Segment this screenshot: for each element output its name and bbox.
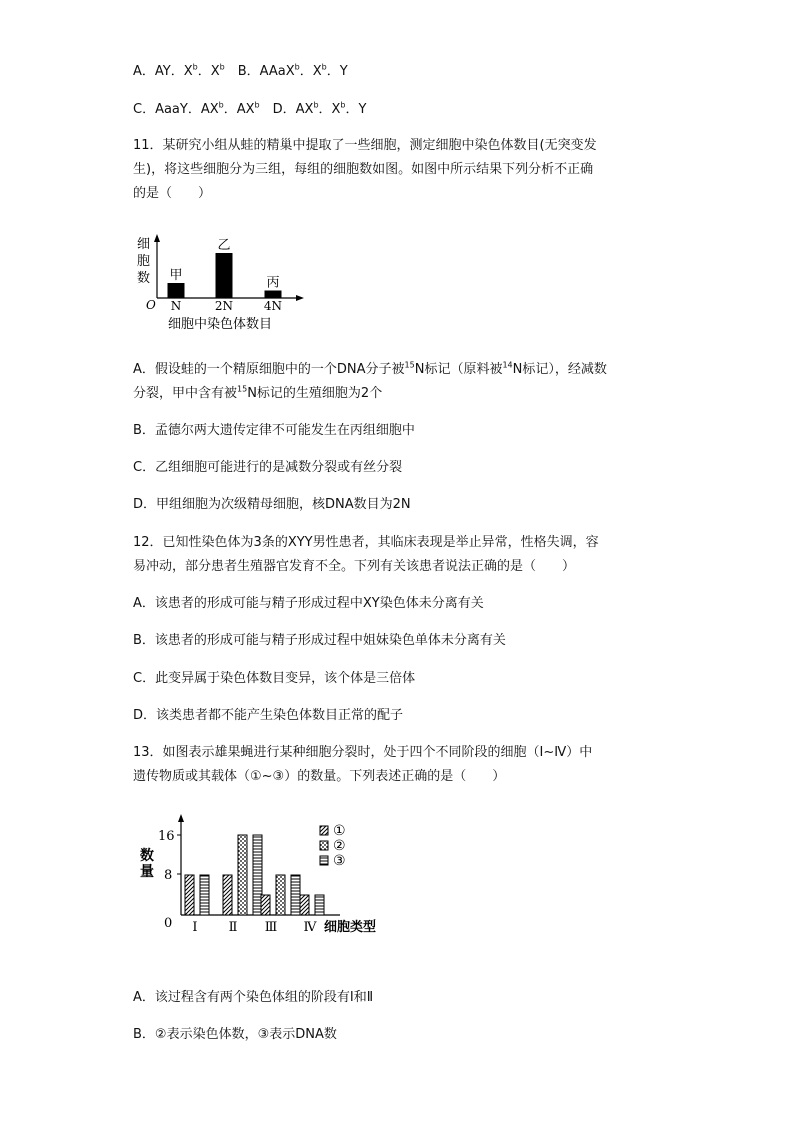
q13-legend-swatch-1 <box>320 841 328 850</box>
q11-optB: B．孟德尔两大遗传定律不可能发生在丙组细胞中 <box>133 423 415 438</box>
q11-origin: O <box>146 298 156 312</box>
q13-ytick-16: 16 <box>158 829 175 844</box>
q11-bar-label-0: 甲 <box>169 268 183 283</box>
q13-bar-2-1 <box>276 875 285 915</box>
q13-stem-line1: 13．如图表示雄果蝇进行某种细胞分裂时，处于四个不同阶段的细胞（Ⅰ~Ⅳ）中 <box>133 745 593 760</box>
q13-cat-0: Ⅰ <box>192 920 198 935</box>
q13-bar-1-1 <box>238 835 247 915</box>
q11-stem-line3: 的是（ ） <box>133 186 212 201</box>
q13-bar-0-2 <box>200 875 209 915</box>
q13-bar-2-0 <box>261 895 270 915</box>
q13-xlabel: 细胞类型 <box>324 920 377 935</box>
prev-options-line2: C．AaaY．$AX^b$．$AX^b$ D．$AX^b$．$X^b$．Y <box>133 100 367 117</box>
q13-optB: B．②表示染色体数，③表示DNA数 <box>133 1027 337 1042</box>
q11-cat-2: 4N <box>263 299 283 313</box>
q13-cat-1: Ⅱ <box>228 920 238 935</box>
q13-legend-label-0: ① <box>333 823 346 839</box>
q11-bar-label-1: 乙 <box>217 238 231 253</box>
q11-xlabel: 细胞中染色体数目 <box>168 317 273 332</box>
q11-ylabel-1: 细 <box>137 237 151 252</box>
q12-stem-line2: 易冲动，部分患者生殖器官发育不全。下列有关该患者说法正确的是（ ） <box>133 559 576 574</box>
q11-optA-line1: A．假设蛙的一个精原细胞中的一个DNA分子被$^{15}$N标记（原料被$^{14}$N标记），经减数 <box>133 360 607 377</box>
q11-cat-1: 2N <box>214 299 234 313</box>
q12-optD: D．该类患者都不能产生染色体数目正常的配子 <box>133 708 404 723</box>
q13-bar-3-0 <box>300 895 309 915</box>
q13-cat-3: Ⅳ <box>303 920 317 935</box>
q11-ylabel-3: 数 <box>137 271 151 286</box>
q13-bar-1-0 <box>223 875 232 915</box>
q13-legend-label-1: ② <box>333 838 346 854</box>
q13-legend-label-2: ③ <box>333 853 346 869</box>
q11-bar-1 <box>216 253 233 298</box>
q11-cat-0: N <box>170 299 182 313</box>
q13-ytick-0: 0 <box>164 916 173 931</box>
q11-bar-2 <box>265 291 282 299</box>
q11-optD: D．甲组细胞为次级精母细胞，核DNA数目为2N <box>133 497 411 512</box>
q11-x-arrow <box>296 295 304 301</box>
q11-optC: C．乙组细胞可能进行的是减数分裂或有丝分裂 <box>133 460 403 475</box>
q11-bar-0 <box>168 283 185 298</box>
q13-ytick-8: 8 <box>164 868 173 883</box>
q12-stem-line1: 12．已知性染色体为3条的XYY男性患者，其临床表现是举止异常，性格失调，容 <box>133 535 599 550</box>
q11-stem-line1: 11．某研究小组从蛙的精巢中提取了一些细胞，测定细胞中染色体数目(无突变发 <box>133 138 597 153</box>
q13-chart <box>140 812 400 942</box>
q11-optA-line2: 分裂，甲中含有被$^{15}$N标记的生殖细胞为2个 <box>133 384 383 401</box>
q13-ylabel-2: 量 <box>140 864 154 880</box>
q13-legend-swatch-2 <box>320 856 328 865</box>
q13-legend-swatch-0 <box>320 826 328 835</box>
q13-stem-line2: 遗传物质或其载体（①~③）的数量。下列表述正确的是（ ） <box>133 769 506 784</box>
q11-bar-label-2: 丙 <box>266 275 280 291</box>
q12-optC: C．此变异属于染色体数目变异，该个体是三倍体 <box>133 671 416 686</box>
q13-bar-0-0 <box>185 875 194 915</box>
q13-bar-2-2 <box>291 875 300 915</box>
q13-optA: A．该过程含有两个染色体组的阶段有Ⅰ和Ⅱ <box>133 990 374 1005</box>
q11-stem-line2: 生)，将这些细胞分为三组，每组的细胞数如图。如图中所示结果下列分析不正确 <box>133 162 594 177</box>
prev-options-line1: A．AY．$X^b$．$X^b$ B．AAaX$^b$．$X^b$．Y <box>133 62 348 79</box>
q12-optB: B．该患者的形成可能与精子形成过程中姐妹染色单体未分离有关 <box>133 633 506 648</box>
q13-cat-2: Ⅲ <box>264 920 278 935</box>
q12-optA: A．该患者的形成可能与精子形成过程中XY染色体未分离有关 <box>133 596 484 611</box>
q13-y-arrow <box>178 814 184 822</box>
q11-chart <box>130 228 320 338</box>
q13-bar-3-2 <box>315 895 324 915</box>
q11-y-arrow <box>154 234 160 242</box>
q11-ylabel-2: 胞 <box>137 254 151 269</box>
q13-ylabel-1: 数 <box>140 848 154 864</box>
